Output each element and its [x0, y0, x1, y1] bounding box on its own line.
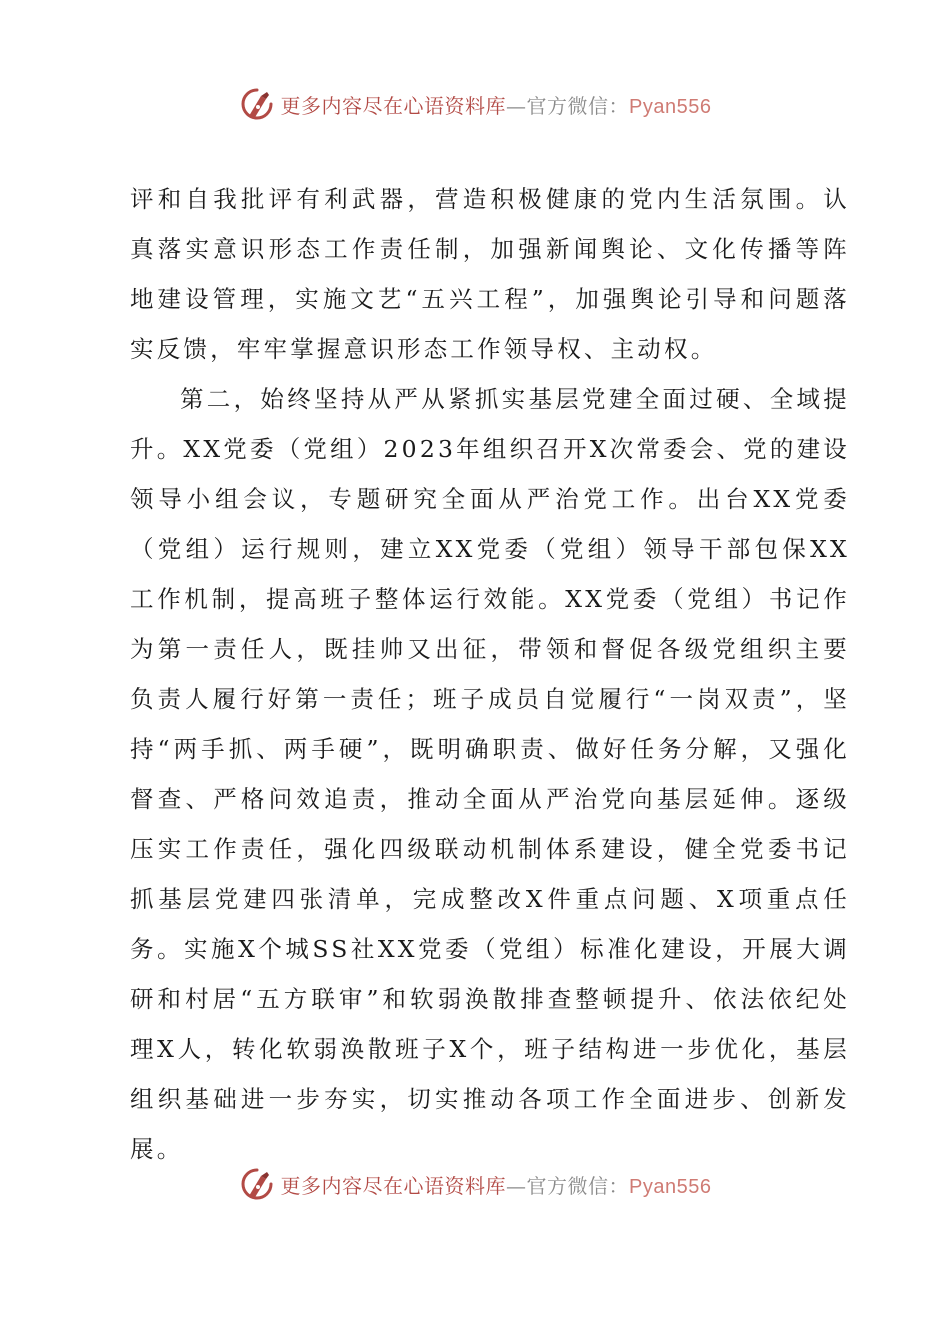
pen-nib-logo-icon — [239, 1166, 275, 1202]
wechat-id: Pyan556 — [629, 1175, 712, 1198]
wechat-id: Pyan556 — [629, 95, 712, 118]
banner-separator: — — [506, 93, 527, 118]
paragraph-1: 评和自我批评有利武器，营造积极健康的党内生活氛围。认真落实意识形态工作责任制，加强新闻舆论、文化传播等阵地建设管理，实施文艺“五兴工程”，加强舆论引导和问题落实反馈，牢牢掌握意识形态工作领导权、主动权。 — [130, 185, 850, 363]
banner-separator: — — [506, 1173, 527, 1198]
wechat-label: 官方微信： — [526, 1173, 630, 1198]
header-banner — [0, 82, 950, 126]
banner-text — [281, 90, 712, 119]
banner-main-text: 更多内容尽在心语资料库 — [280, 1173, 507, 1198]
pen-nib-logo-icon — [239, 86, 275, 122]
paragraph-2: 第二，始终坚持从严从紧抓实基层党建全面过硬、全域提升。XX党委（党组）2023年组织召开X次常委会、党的建设领导小组会议，专题研究全面从严治党工作。出台XX党委（党组）运行规则，建立XX党委（党组）领导干部包保XX工作机制，提高班子整体运行效能。XX党委（党组）书记作为第一责任人，既挂帅又出征，带领和督促各级党组织主要负责人履行好第一责任；班子成员自觉履行“一岗双责”，坚持“两手抓、两手硬”，既明确职责、做好任务分解，又强化督查、严格问效追责，推动全面从严治党向基层延伸。逐级压实工作责任，强化四级联动机制体系建设，健全党委书记抓基层党建四张清单，完成整改X件重点问题、X项重点任务。实施X个城SS社XX党委（党组）标准化建设，开展大调研和村居“五方联审”和软弱涣散排查整顿提升、依法依纪处理X人，转化软弱涣散班子X个，班子结构进一步优化，基层组织基础进一步夯实，切实推动各项工作全面进步、创新发展。 — [130, 385, 850, 1163]
footer-banner — [0, 1162, 950, 1206]
banner-main-text: 更多内容尽在心语资料库 — [280, 93, 507, 118]
wechat-label: 官方微信： — [526, 93, 630, 118]
banner-text — [281, 1170, 712, 1199]
document-body — [130, 174, 850, 1174]
